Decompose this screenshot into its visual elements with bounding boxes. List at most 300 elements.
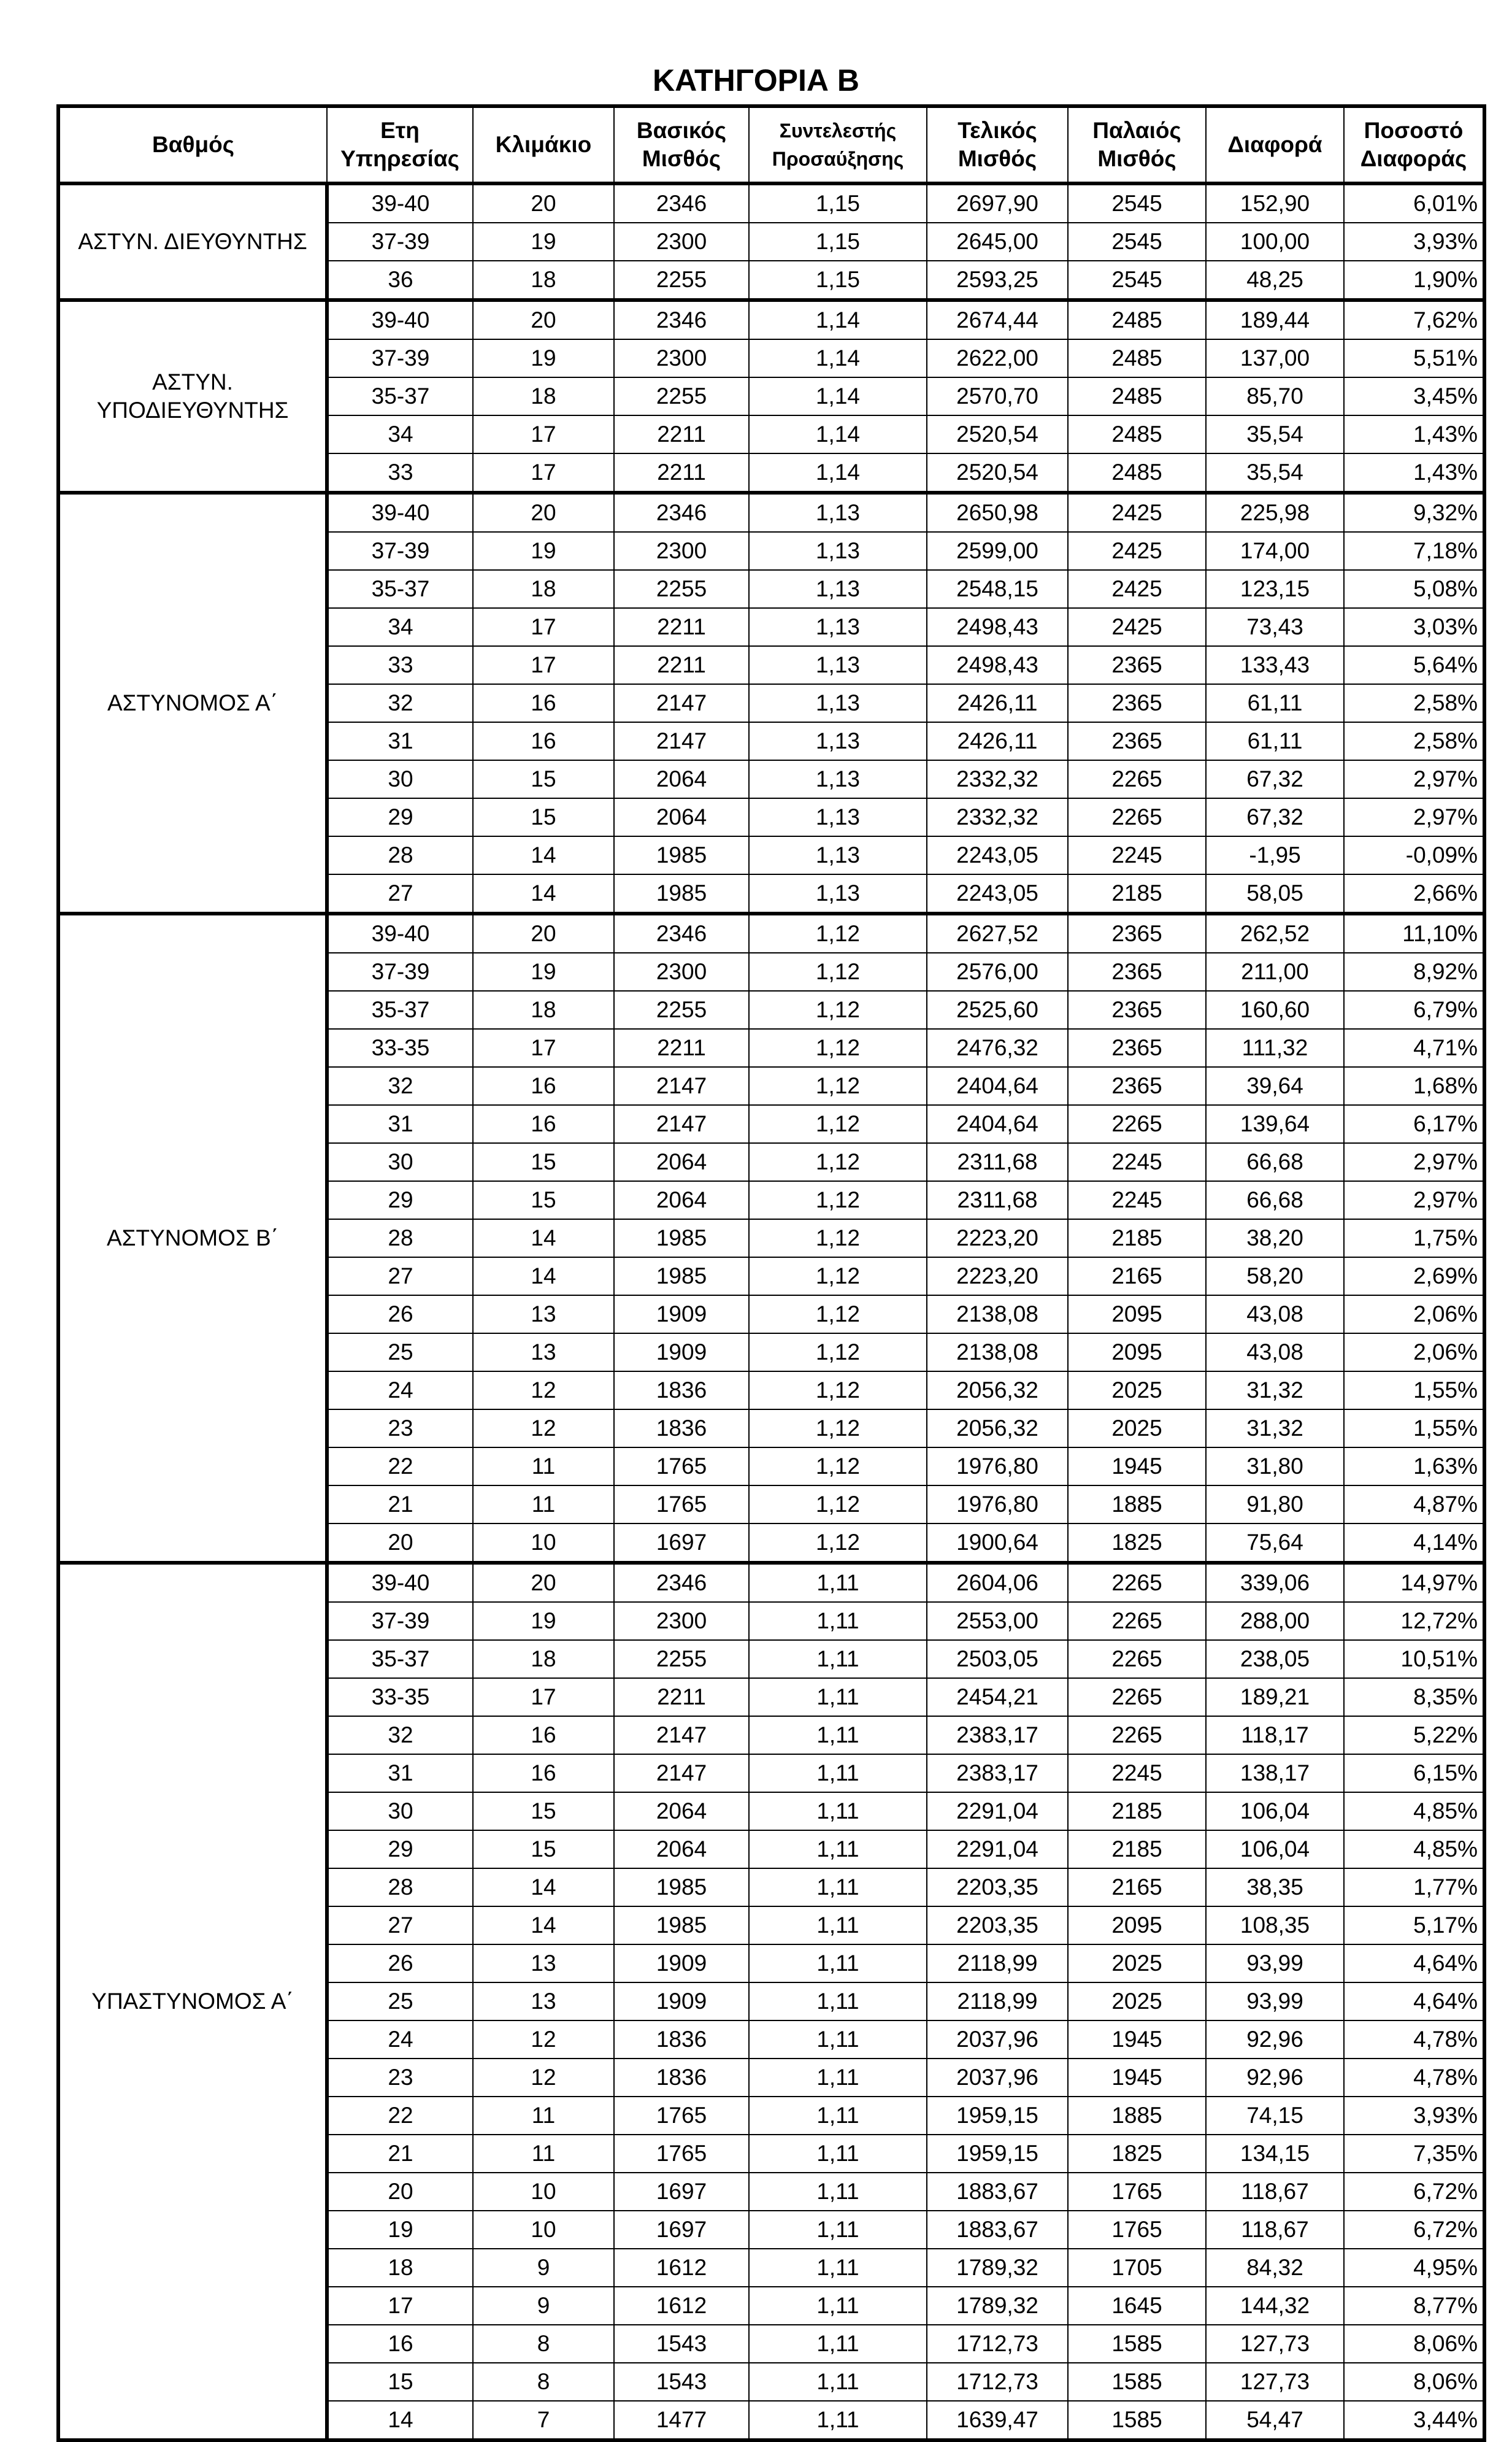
percent-cell: 4,85% — [1344, 1830, 1484, 1868]
basic-salary-cell: 2211 — [614, 453, 749, 493]
old-salary-cell: 2265 — [1068, 760, 1206, 798]
difference-cell: -1,95 — [1206, 836, 1344, 874]
final-salary-cell: 1900,64 — [927, 1523, 1068, 1563]
step-cell: 18 — [473, 377, 614, 415]
percent-cell: 12,72% — [1344, 1602, 1484, 1640]
coefficient-cell: 1,12 — [749, 1219, 927, 1257]
difference-cell: 189,44 — [1206, 300, 1344, 339]
years-cell: 22 — [327, 2097, 473, 2135]
years-cell: 28 — [327, 836, 473, 874]
old-salary-cell: 1645 — [1068, 2287, 1206, 2325]
percent-cell: 4,87% — [1344, 1485, 1484, 1523]
final-salary-cell: 1976,80 — [927, 1485, 1068, 1523]
final-salary-cell: 2332,32 — [927, 760, 1068, 798]
percent-cell: 8,92% — [1344, 953, 1484, 991]
basic-salary-cell: 2211 — [614, 608, 749, 646]
years-cell: 34 — [327, 415, 473, 453]
old-salary-cell: 2025 — [1068, 1371, 1206, 1409]
final-salary-cell: 2593,25 — [927, 261, 1068, 300]
years-cell: 25 — [327, 1982, 473, 2020]
percent-cell: 3,93% — [1344, 2097, 1484, 2135]
difference-cell: 138,17 — [1206, 1754, 1344, 1792]
percent-cell: 3,44% — [1344, 2401, 1484, 2440]
final-salary-cell: 1959,15 — [927, 2097, 1068, 2135]
step-cell: 15 — [473, 798, 614, 836]
grade-label: ΥΠΟΔΙΕΥΘΥΝΤΗΣ — [96, 398, 289, 423]
percent-cell: 2,06% — [1344, 1333, 1484, 1371]
step-cell: 18 — [473, 991, 614, 1029]
basic-salary-cell: 2300 — [614, 223, 749, 261]
difference-cell: 75,64 — [1206, 1523, 1344, 1563]
difference-cell: 43,08 — [1206, 1295, 1344, 1333]
old-salary-cell: 1705 — [1068, 2249, 1206, 2287]
percent-cell: 2,97% — [1344, 760, 1484, 798]
coefficient-cell: 1,11 — [749, 1944, 927, 1982]
header-old-salary: Παλαιός Μισθός — [1068, 106, 1206, 183]
step-cell: 12 — [473, 1371, 614, 1409]
difference-cell: 48,25 — [1206, 261, 1344, 300]
coefficient-cell: 1,12 — [749, 1485, 927, 1523]
coefficient-cell: 1,13 — [749, 570, 927, 608]
basic-salary-cell: 1909 — [614, 1982, 749, 2020]
step-cell: 14 — [473, 1219, 614, 1257]
years-cell: 29 — [327, 1181, 473, 1219]
step-cell: 17 — [473, 453, 614, 493]
final-salary-cell: 1712,73 — [927, 2325, 1068, 2363]
coefficient-cell: 1,14 — [749, 300, 927, 339]
old-salary-cell: 2245 — [1068, 1143, 1206, 1181]
years-cell: 14 — [327, 2401, 473, 2440]
percent-cell: 2,58% — [1344, 722, 1484, 760]
difference-cell: 211,00 — [1206, 953, 1344, 991]
old-salary-cell: 1825 — [1068, 1523, 1206, 1563]
step-cell: 19 — [473, 953, 614, 991]
years-cell: 39-40 — [327, 493, 473, 532]
coefficient-cell: 1,11 — [749, 1716, 927, 1754]
difference-cell: 123,15 — [1206, 570, 1344, 608]
percent-cell: 2,66% — [1344, 874, 1484, 914]
years-cell: 37-39 — [327, 339, 473, 377]
final-salary-cell: 2037,96 — [927, 2020, 1068, 2059]
step-cell: 14 — [473, 874, 614, 914]
years-cell: 18 — [327, 2249, 473, 2287]
basic-salary-cell: 1985 — [614, 1906, 749, 1944]
coefficient-cell: 1,12 — [749, 914, 927, 953]
old-salary-cell: 2545 — [1068, 183, 1206, 223]
coefficient-cell: 1,11 — [749, 1906, 927, 1944]
final-salary-cell: 2476,32 — [927, 1029, 1068, 1067]
years-cell: 33 — [327, 646, 473, 684]
basic-salary-cell: 1909 — [614, 1295, 749, 1333]
coefficient-cell: 1,12 — [749, 1143, 927, 1181]
step-cell: 7 — [473, 2401, 614, 2440]
basic-salary-cell: 1543 — [614, 2363, 749, 2401]
years-cell: 29 — [327, 1830, 473, 1868]
years-cell: 37-39 — [327, 532, 473, 570]
table-row — [58, 493, 1484, 532]
step-cell: 14 — [473, 836, 614, 874]
step-cell: 20 — [473, 300, 614, 339]
old-salary-cell: 2185 — [1068, 1830, 1206, 1868]
years-cell: 34 — [327, 608, 473, 646]
coefficient-cell: 1,11 — [749, 1678, 927, 1716]
basic-salary-cell: 1612 — [614, 2249, 749, 2287]
years-cell: 30 — [327, 1792, 473, 1830]
old-salary-cell: 2245 — [1068, 1181, 1206, 1219]
difference-cell: 38,20 — [1206, 1219, 1344, 1257]
step-cell: 20 — [473, 914, 614, 953]
coefficient-cell: 1,12 — [749, 1295, 927, 1333]
basic-salary-cell: 2147 — [614, 1067, 749, 1105]
difference-cell: 66,68 — [1206, 1181, 1344, 1219]
difference-cell: 133,43 — [1206, 646, 1344, 684]
years-cell: 35-37 — [327, 377, 473, 415]
final-salary-cell: 2426,11 — [927, 684, 1068, 722]
final-salary-cell: 2520,54 — [927, 415, 1068, 453]
basic-salary-cell: 1985 — [614, 1868, 749, 1906]
basic-salary-cell: 1985 — [614, 1219, 749, 1257]
final-salary-cell: 2548,15 — [927, 570, 1068, 608]
difference-cell: 100,00 — [1206, 223, 1344, 261]
years-cell: 35-37 — [327, 1640, 473, 1678]
step-cell: 16 — [473, 684, 614, 722]
difference-cell: 67,32 — [1206, 760, 1344, 798]
difference-cell: 54,47 — [1206, 2401, 1344, 2440]
coefficient-cell: 1,15 — [749, 223, 927, 261]
basic-salary-cell: 2346 — [614, 183, 749, 223]
final-salary-cell: 2291,04 — [927, 1830, 1068, 1868]
percent-cell: 1,75% — [1344, 1219, 1484, 1257]
years-cell: 36 — [327, 261, 473, 300]
percent-cell: 8,77% — [1344, 2287, 1484, 2325]
step-cell: 19 — [473, 532, 614, 570]
step-cell: 19 — [473, 339, 614, 377]
step-cell: 15 — [473, 1181, 614, 1219]
percent-cell: 5,51% — [1344, 339, 1484, 377]
old-salary-cell: 2185 — [1068, 1792, 1206, 1830]
step-cell: 12 — [473, 1409, 614, 1447]
years-cell: 39-40 — [327, 914, 473, 953]
difference-cell: 288,00 — [1206, 1602, 1344, 1640]
old-salary-cell: 1585 — [1068, 2401, 1206, 2440]
final-salary-cell: 2498,43 — [927, 608, 1068, 646]
difference-cell: 118,67 — [1206, 2173, 1344, 2211]
step-cell: 17 — [473, 646, 614, 684]
percent-cell: 7,35% — [1344, 2135, 1484, 2173]
basic-salary-cell: 1836 — [614, 2020, 749, 2059]
percent-cell: 6,79% — [1344, 991, 1484, 1029]
step-cell: 16 — [473, 1716, 614, 1754]
final-salary-cell: 2138,08 — [927, 1333, 1068, 1371]
old-salary-cell: 1765 — [1068, 2173, 1206, 2211]
final-salary-cell: 2503,05 — [927, 1640, 1068, 1678]
coefficient-cell: 1,12 — [749, 1105, 927, 1143]
years-cell: 22 — [327, 1447, 473, 1485]
years-cell: 30 — [327, 1143, 473, 1181]
old-salary-cell: 2425 — [1068, 608, 1206, 646]
grade-cell — [58, 1563, 327, 2440]
coefficient-cell: 1,15 — [749, 183, 927, 223]
coefficient-cell: 1,12 — [749, 1257, 927, 1295]
coefficient-cell: 1,13 — [749, 722, 927, 760]
final-salary-cell: 2627,52 — [927, 914, 1068, 953]
basic-salary-cell: 2147 — [614, 722, 749, 760]
final-salary-cell: 2203,35 — [927, 1868, 1068, 1906]
table-row — [58, 1563, 1484, 1602]
difference-cell: 137,00 — [1206, 339, 1344, 377]
percent-cell: 9,32% — [1344, 493, 1484, 532]
basic-salary-cell: 2255 — [614, 570, 749, 608]
coefficient-cell: 1,11 — [749, 1563, 927, 1602]
old-salary-cell: 2365 — [1068, 684, 1206, 722]
final-salary-cell: 2291,04 — [927, 1792, 1068, 1830]
difference-cell: 127,73 — [1206, 2363, 1344, 2401]
old-salary-cell: 2485 — [1068, 300, 1206, 339]
old-salary-cell: 2185 — [1068, 1219, 1206, 1257]
salary-table — [56, 104, 1486, 2442]
basic-salary-cell: 1985 — [614, 874, 749, 914]
basic-salary-cell: 1765 — [614, 2097, 749, 2135]
difference-cell: 174,00 — [1206, 532, 1344, 570]
step-cell: 15 — [473, 1830, 614, 1868]
percent-cell: 6,15% — [1344, 1754, 1484, 1792]
old-salary-cell: 2485 — [1068, 377, 1206, 415]
percent-cell: 11,10% — [1344, 914, 1484, 953]
percent-cell: 7,62% — [1344, 300, 1484, 339]
difference-cell: 91,80 — [1206, 1485, 1344, 1523]
final-salary-cell: 2674,44 — [927, 300, 1068, 339]
coefficient-cell: 1,12 — [749, 1409, 927, 1447]
old-salary-cell: 2165 — [1068, 1257, 1206, 1295]
step-cell: 9 — [473, 2287, 614, 2325]
basic-salary-cell: 2255 — [614, 991, 749, 1029]
basic-salary-cell: 1477 — [614, 2401, 749, 2440]
difference-cell: 92,96 — [1206, 2059, 1344, 2097]
coefficient-cell: 1,12 — [749, 1333, 927, 1371]
basic-salary-cell: 2300 — [614, 532, 749, 570]
step-cell: 20 — [473, 493, 614, 532]
basic-salary-cell: 2346 — [614, 1563, 749, 1602]
difference-cell: 160,60 — [1206, 991, 1344, 1029]
old-salary-cell: 2265 — [1068, 1563, 1206, 1602]
percent-cell: 1,55% — [1344, 1409, 1484, 1447]
coefficient-cell: 1,11 — [749, 2020, 927, 2059]
final-salary-cell: 2203,35 — [927, 1906, 1068, 1944]
old-salary-cell: 2265 — [1068, 798, 1206, 836]
coefficient-cell: 1,11 — [749, 1754, 927, 1792]
grade-cell — [58, 183, 327, 300]
grade-label: ΑΣΤΥΝ. — [152, 369, 233, 395]
years-cell: 37-39 — [327, 953, 473, 991]
years-cell: 31 — [327, 1754, 473, 1792]
years-cell: 26 — [327, 1295, 473, 1333]
percent-cell: 4,85% — [1344, 1792, 1484, 1830]
coefficient-cell: 1,11 — [749, 2173, 927, 2211]
final-salary-cell: 2520,54 — [927, 453, 1068, 493]
step-cell: 18 — [473, 570, 614, 608]
step-cell: 15 — [473, 1143, 614, 1181]
years-cell: 27 — [327, 1906, 473, 1944]
basic-salary-cell: 1985 — [614, 836, 749, 874]
header-row — [58, 106, 1484, 183]
years-cell: 39-40 — [327, 1563, 473, 1602]
basic-salary-cell: 2064 — [614, 1143, 749, 1181]
grade-cell — [58, 493, 327, 914]
basic-salary-cell: 2300 — [614, 339, 749, 377]
years-cell: 19 — [327, 2211, 473, 2249]
table-row — [58, 183, 1484, 223]
percent-cell: 7,18% — [1344, 532, 1484, 570]
difference-cell: 31,32 — [1206, 1371, 1344, 1409]
step-cell: 8 — [473, 2363, 614, 2401]
header-coefficient: Συντελεστής Προσαύξησης — [749, 106, 927, 183]
step-cell: 11 — [473, 1447, 614, 1485]
difference-cell: 74,15 — [1206, 2097, 1344, 2135]
final-salary-cell: 2118,99 — [927, 1982, 1068, 2020]
final-salary-cell: 1712,73 — [927, 2363, 1068, 2401]
final-salary-cell: 2697,90 — [927, 183, 1068, 223]
old-salary-cell: 1585 — [1068, 2363, 1206, 2401]
percent-cell: 1,43% — [1344, 415, 1484, 453]
years-cell: 30 — [327, 760, 473, 798]
years-cell: 29 — [327, 798, 473, 836]
coefficient-cell: 1,12 — [749, 1067, 927, 1105]
step-cell: 12 — [473, 2020, 614, 2059]
difference-cell: 144,32 — [1206, 2287, 1344, 2325]
years-cell: 23 — [327, 1409, 473, 1447]
difference-cell: 106,04 — [1206, 1830, 1344, 1868]
header-years: Ετη Υπηρεσίας — [327, 106, 473, 183]
coefficient-cell: 1,11 — [749, 1792, 927, 1830]
step-cell: 17 — [473, 608, 614, 646]
grade-label: ΑΣΤΥΝΟΜΟΣ Α΄ — [107, 690, 278, 715]
percent-cell: 2,69% — [1344, 1257, 1484, 1295]
old-salary-cell: 2365 — [1068, 1067, 1206, 1105]
basic-salary-cell: 2064 — [614, 1181, 749, 1219]
step-cell: 18 — [473, 261, 614, 300]
step-cell: 14 — [473, 1868, 614, 1906]
basic-salary-cell: 1909 — [614, 1944, 749, 1982]
step-cell: 10 — [473, 2173, 614, 2211]
old-salary-cell: 2265 — [1068, 1640, 1206, 1678]
years-cell: 24 — [327, 2020, 473, 2059]
years-cell: 21 — [327, 2135, 473, 2173]
final-salary-cell: 2645,00 — [927, 223, 1068, 261]
difference-cell: 31,32 — [1206, 1409, 1344, 1447]
old-salary-cell: 2425 — [1068, 570, 1206, 608]
step-cell: 13 — [473, 1333, 614, 1371]
old-salary-cell: 2095 — [1068, 1295, 1206, 1333]
old-salary-cell: 2265 — [1068, 1602, 1206, 1640]
step-cell: 17 — [473, 1029, 614, 1067]
old-salary-cell: 1585 — [1068, 2325, 1206, 2363]
header-final-salary: Τελικός Μισθός — [927, 106, 1068, 183]
percent-cell: 4,78% — [1344, 2059, 1484, 2097]
step-cell: 14 — [473, 1906, 614, 1944]
percent-cell: 1,68% — [1344, 1067, 1484, 1105]
difference-cell: 61,11 — [1206, 722, 1344, 760]
final-salary-cell: 2650,98 — [927, 493, 1068, 532]
difference-cell: 35,54 — [1206, 453, 1344, 493]
step-cell: 15 — [473, 760, 614, 798]
percent-cell: 5,64% — [1344, 646, 1484, 684]
difference-cell: 139,64 — [1206, 1105, 1344, 1143]
basic-salary-cell: 1985 — [614, 1257, 749, 1295]
old-salary-cell: 2245 — [1068, 836, 1206, 874]
percent-cell: -0,09% — [1344, 836, 1484, 874]
old-salary-cell: 2485 — [1068, 339, 1206, 377]
coefficient-cell: 1,11 — [749, 1868, 927, 1906]
percent-cell: 4,95% — [1344, 2249, 1484, 2287]
step-cell: 15 — [473, 1792, 614, 1830]
step-cell: 13 — [473, 1982, 614, 2020]
years-cell: 35-37 — [327, 991, 473, 1029]
percent-cell: 6,01% — [1344, 183, 1484, 223]
final-salary-cell: 2498,43 — [927, 646, 1068, 684]
percent-cell: 4,71% — [1344, 1029, 1484, 1067]
coefficient-cell: 1,11 — [749, 2401, 927, 2440]
coefficient-cell: 1,14 — [749, 339, 927, 377]
step-cell: 19 — [473, 223, 614, 261]
basic-salary-cell: 1697 — [614, 2173, 749, 2211]
coefficient-cell: 1,12 — [749, 953, 927, 991]
final-salary-cell: 1789,32 — [927, 2249, 1068, 2287]
coefficient-cell: 1,13 — [749, 760, 927, 798]
step-cell: 12 — [473, 2059, 614, 2097]
difference-cell: 93,99 — [1206, 1982, 1344, 2020]
coefficient-cell: 1,12 — [749, 1447, 927, 1485]
final-salary-cell: 1883,67 — [927, 2173, 1068, 2211]
coefficient-cell: 1,11 — [749, 1602, 927, 1640]
old-salary-cell: 2365 — [1068, 1029, 1206, 1067]
percent-cell: 6,72% — [1344, 2173, 1484, 2211]
old-salary-cell: 1945 — [1068, 2059, 1206, 2097]
basic-salary-cell: 2064 — [614, 1830, 749, 1868]
percent-cell: 6,17% — [1344, 1105, 1484, 1143]
years-cell: 37-39 — [327, 1602, 473, 1640]
difference-cell: 111,32 — [1206, 1029, 1344, 1067]
years-cell: 33 — [327, 453, 473, 493]
coefficient-cell: 1,11 — [749, 2287, 927, 2325]
basic-salary-cell: 1697 — [614, 2211, 749, 2249]
old-salary-cell: 2095 — [1068, 1333, 1206, 1371]
final-salary-cell: 2243,05 — [927, 836, 1068, 874]
basic-salary-cell: 2147 — [614, 1754, 749, 1792]
old-salary-cell: 2025 — [1068, 1409, 1206, 1447]
coefficient-cell: 1,13 — [749, 608, 927, 646]
header-step: Κλιμάκιο — [473, 106, 614, 183]
old-salary-cell: 2265 — [1068, 1678, 1206, 1716]
coefficient-cell: 1,12 — [749, 1029, 927, 1067]
step-cell: 10 — [473, 2211, 614, 2249]
final-salary-cell: 1639,47 — [927, 2401, 1068, 2440]
basic-salary-cell: 2147 — [614, 1716, 749, 1754]
years-cell: 32 — [327, 1716, 473, 1754]
basic-salary-cell: 2211 — [614, 646, 749, 684]
years-cell: 33-35 — [327, 1029, 473, 1067]
basic-salary-cell: 1836 — [614, 1371, 749, 1409]
percent-cell: 5,17% — [1344, 1906, 1484, 1944]
percent-cell: 14,97% — [1344, 1563, 1484, 1602]
difference-cell: 118,17 — [1206, 1716, 1344, 1754]
basic-salary-cell: 2064 — [614, 760, 749, 798]
coefficient-cell: 1,11 — [749, 2059, 927, 2097]
old-salary-cell: 2545 — [1068, 261, 1206, 300]
difference-cell: 73,43 — [1206, 608, 1344, 646]
percent-cell: 4,14% — [1344, 1523, 1484, 1563]
years-cell: 24 — [327, 1371, 473, 1409]
basic-salary-cell: 1836 — [614, 2059, 749, 2097]
